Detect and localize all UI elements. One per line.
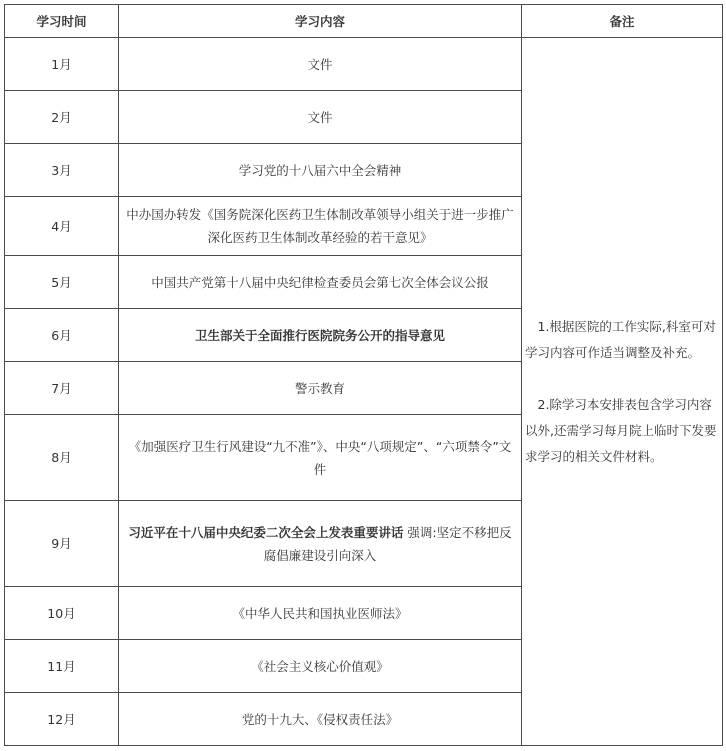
remarks-cell — [522, 38, 723, 746]
content-cell — [119, 640, 522, 693]
header-study-time: 学习时间 — [5, 5, 119, 38]
month-cell: 2月 — [5, 91, 119, 144]
month-cell: 3月 — [5, 144, 119, 197]
content-text: 中国共产党第十八届中央纪律检查委员会第七次全体会议公报 — [151, 274, 489, 290]
table-header-row — [5, 5, 723, 38]
month-cell: 4月 — [5, 197, 119, 256]
content-text: 文件 — [307, 56, 333, 72]
content-cell — [119, 693, 522, 746]
content-cell — [119, 309, 522, 362]
content-bold: 卫生部关于全面推行医院院务公开的指导意见 — [194, 327, 445, 343]
month-cell: 9月 — [5, 501, 119, 587]
content-bold: 习近平在十八届中央纪委二次全会上发表重要讲话 — [128, 524, 404, 540]
content-text: 强调:坚定不移把反腐倡廉建设引向深入 — [263, 524, 512, 563]
month-cell: 10月 — [5, 587, 119, 640]
month-cell: 11月 — [5, 640, 119, 693]
content-cell — [119, 587, 522, 640]
content-text: 警示教育 — [294, 380, 345, 396]
content-cell — [119, 362, 522, 415]
month-cell: 7月 — [5, 362, 119, 415]
month-cell: 1月 — [5, 38, 119, 91]
study-schedule-table — [4, 4, 723, 746]
month-cell: 5月 — [5, 256, 119, 309]
header-study-content: 学习内容 — [119, 5, 522, 38]
month-cell: 12月 — [5, 693, 119, 746]
remark-note-1: 1.根据医院的工作实际,科室可对学习内容可作适当调整及补充。 — [525, 318, 716, 360]
content-cell — [119, 415, 522, 501]
content-cell — [119, 256, 522, 309]
content-cell — [119, 501, 522, 587]
content-cell — [119, 91, 522, 144]
month-cell: 8月 — [5, 415, 119, 501]
content-cell — [119, 38, 522, 91]
remark-note-2: 2.除学习本安排表包含学习内容以外,还需学习每月院上临时下发要求学习的相关文件材料。 — [525, 396, 717, 464]
content-text: 学习党的十八届六中全会精神 — [238, 162, 402, 178]
content-text: 《加强医疗卫生行风建设“九不准”》、中央“八项规定”、“六项禁令”文件 — [128, 438, 512, 477]
content-cell — [119, 197, 522, 256]
content-text: 中办国办转发《国务院深化医药卫生体制改革领导小组关于进一步推广深化医药卫生体制改革经验的若干意见》 — [126, 207, 514, 245]
month-cell: 6月 — [5, 309, 119, 362]
header-remarks: 备注 — [522, 5, 723, 38]
content-text: 《社会主义核心价值观》 — [251, 658, 389, 674]
table-row — [5, 38, 723, 91]
content-text: 文件 — [307, 109, 333, 125]
content-text: 《中华人民共和国执业医师法》 — [232, 605, 408, 621]
content-cell — [119, 144, 522, 197]
content-text: 党的十九大、《侵权责任法》 — [241, 711, 399, 727]
